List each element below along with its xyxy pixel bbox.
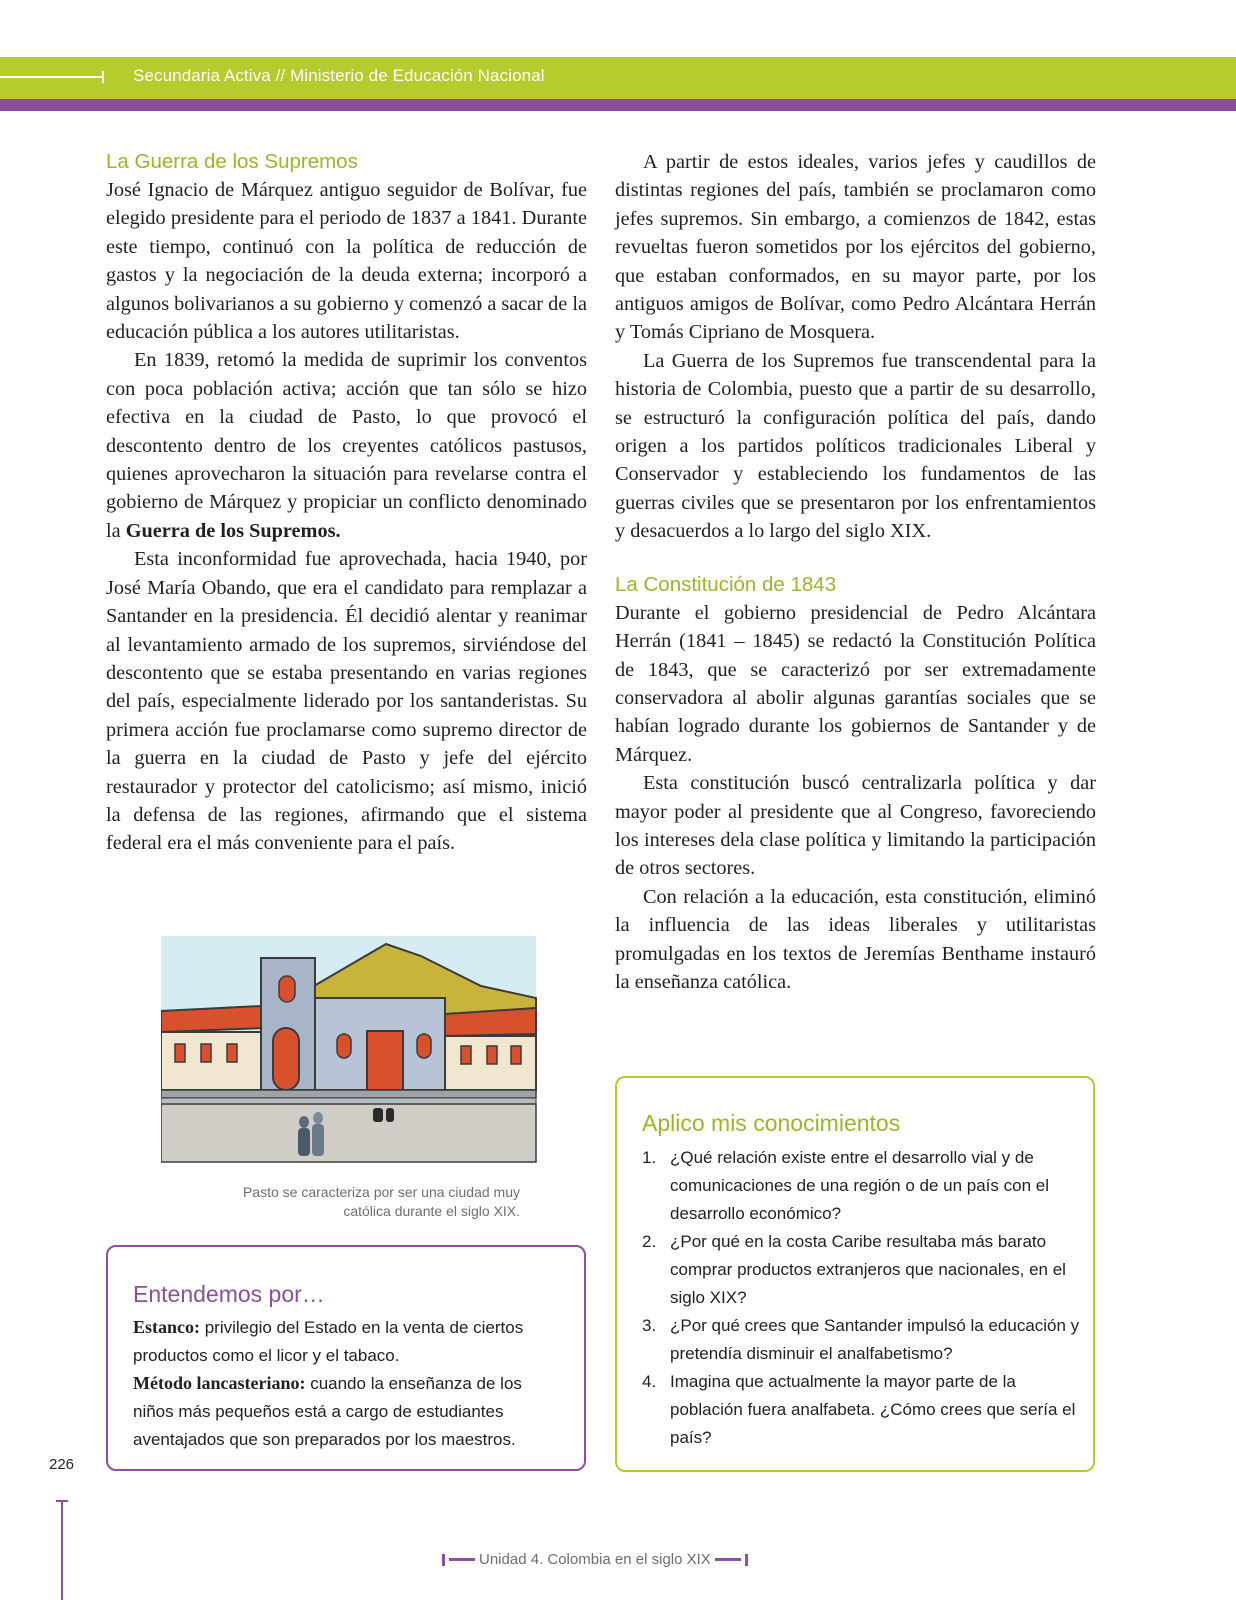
- paragraph: La Guerra de los Supremos fue transcendental para la historia de Colombia, puesto que a partir de su desarrollo, se estructuró la configuración política del país, dando origen a los partidos políticos tradicionales Liberal y Conservador y estableciendo los fundamentos de las guerras civiles que se presentaron por los enfrentamientos y desacuerdos a lo largo del siglo XIX.: [615, 349, 1096, 543]
- definition-text: cuando la enseñanza de los niños más pequeños está a cargo de estudiantes aventajados que son preparados por los maestros.: [133, 1374, 522, 1449]
- paragraph: Con relación a la educación, esta constitución, eliminó la influencia de las ideas liberales y utilitaristas promulgadas en los textos de Jeremías Benthame instauró la enseñanza católica.: [615, 885, 1096, 993]
- footer-rule-end: [745, 1554, 748, 1566]
- header-rule-tick: [102, 71, 104, 83]
- question-number: 2.: [642, 1232, 657, 1251]
- unit-title: Colombia en el siglo XIX: [543, 1551, 711, 1568]
- definitions-box: [106, 1245, 586, 1471]
- footer-rule: [449, 1558, 475, 1561]
- definition-term: Estanco:: [133, 1317, 200, 1337]
- question-item: [642, 1144, 1082, 1228]
- footer-rule: [715, 1558, 741, 1561]
- question-number: 3.: [642, 1316, 657, 1335]
- paragraph: Esta constitución buscó centralizarla política y dar mayor poder al presidente que al Congreso, favoreciendo los intereses dela clase política y limitando la participación de otros sectores.: [615, 772, 1096, 880]
- paragraph: José Ignacio de Márquez antiguo seguidor de Bolívar, fue elegido presidente para el periodo de 1837 a 1841. Durante este tiempo, continuó con la política de reducción de gastos y la negociación de la deuda externa; incorporó a algunos bolivarianos a su gobierno y comenzó a sacar de la educación pública a los autores utilitaristas.: [106, 179, 587, 344]
- activity-box: [615, 1076, 1095, 1472]
- question-number: 4.: [642, 1372, 657, 1391]
- paragraph: [106, 346, 587, 545]
- question-text: ¿Por qué crees que Santander impulsó la educación y pretendía disminuir el analfabetismo?: [670, 1316, 1080, 1363]
- definition-item: [133, 1369, 563, 1454]
- question-number: 1.: [642, 1148, 657, 1167]
- question-item: [642, 1368, 1082, 1452]
- paragraph: Durante el gobierno presidencial de Pedro Alcántara Herrán (1841 – 1845) se redactó la Constitución Política de 1843, que se caracterizó por ser extremadamente conservadora al abolir algunas garantías sociales que se habían logrado durante los gobiernos de Santander y de Márquez.: [615, 601, 1096, 766]
- margin-rule: [61, 1501, 63, 1600]
- definition-text: privilegio del Estado en la venta de ciertos productos como el licor y el tabaco.: [133, 1318, 524, 1365]
- right-column: [615, 148, 1096, 996]
- bold-term: Guerra de los Supremos.: [125, 519, 341, 542]
- section-title-supremos: La Guerra de los Supremos: [106, 150, 358, 173]
- activity-title: Aplico mis conocimientos: [642, 1110, 901, 1136]
- unit-label: Unidad 4.: [479, 1551, 544, 1568]
- paragraph: A partir de estos ideales, varios jefes y caudillos de distintas regiones del país, también se proclamaron como jefes supremos. Sin embargo, a comienzos de 1842, estas revueltas fueron sometidos por los ejércitos del gobierno, que estaban conformados, en su mayor parte, por los antiguos amigos de Bolívar, como Pedro Alcántara Herrán y Tomás Cipriano de Mosquera.: [615, 151, 1096, 344]
- figure-caption: Pasto se caracteriza por ser una ciudad muy católica durante el siglo XIX.: [242, 1184, 520, 1219]
- question-item: [642, 1312, 1082, 1368]
- definitions-title: Entendemos por…: [133, 1281, 325, 1307]
- question-list: [642, 1144, 1082, 1452]
- section-title-constitucion: La Constitución de 1843: [615, 572, 837, 596]
- paragraph: Esta inconformidad fue aprovechada, hacia 1940, por José María Obando, que era el candidato para remplazar a Santander en la presidencia. Él decidió alentar y reanimar al levantamiento armado de los supremos, sirviéndose del descontento que se estaba presentando en varias regiones del país, especialmente liderado por los santanderistas. Su primera acción fue proclamarse como supremo director de la guerra en la ciudad de Pasto y jefe del ejército restaurador y protector del catolicismo; así mismo, inició la defensa de las regiones, afirmando que el sistema federal era el más conveniente para el país.: [106, 548, 587, 855]
- question-text: Imagina que actualmente la mayor parte de la población fuera analfabeta. ¿Cómo crees que sería el país?: [670, 1372, 1076, 1447]
- footer-unit: [442, 1551, 748, 1568]
- definition-term: Método lancasteriano:: [133, 1373, 306, 1393]
- left-column: [106, 148, 587, 858]
- header-rule: [0, 76, 104, 78]
- paragraph-text: En 1839, retomó la medida de suprimir los conventos con poca población activa; acción que tan sólo se hizo efectiva en la ciudad de Pasto, lo que provocó el descontento dentro de los creyentes católicos pastusos, quienes aprovecharon la situación para revelarse contra el gobierno de Márquez y propiciar un conflicto denominado la: [106, 349, 587, 542]
- question-text: ¿Qué relación existe entre el desarrollo vial y de comunicaciones de una región o de un país con el desarrollo económico?: [670, 1148, 1049, 1223]
- definition-item: [133, 1313, 563, 1370]
- question-item: [642, 1228, 1082, 1312]
- section-gap: [615, 546, 1096, 571]
- header-title: Secundaria Activa // Ministerio de Educación Nacional: [133, 66, 545, 85]
- question-text: ¿Por qué en la costa Caribe resultaba más barato comprar productos extranjeros que nacionales, en el siglo XIX?: [670, 1232, 1066, 1307]
- footer-rule-end: [442, 1554, 445, 1566]
- page-number: 226: [49, 1456, 75, 1473]
- header-accent-bar: [0, 99, 1236, 111]
- pasto-illustration: [161, 936, 549, 1170]
